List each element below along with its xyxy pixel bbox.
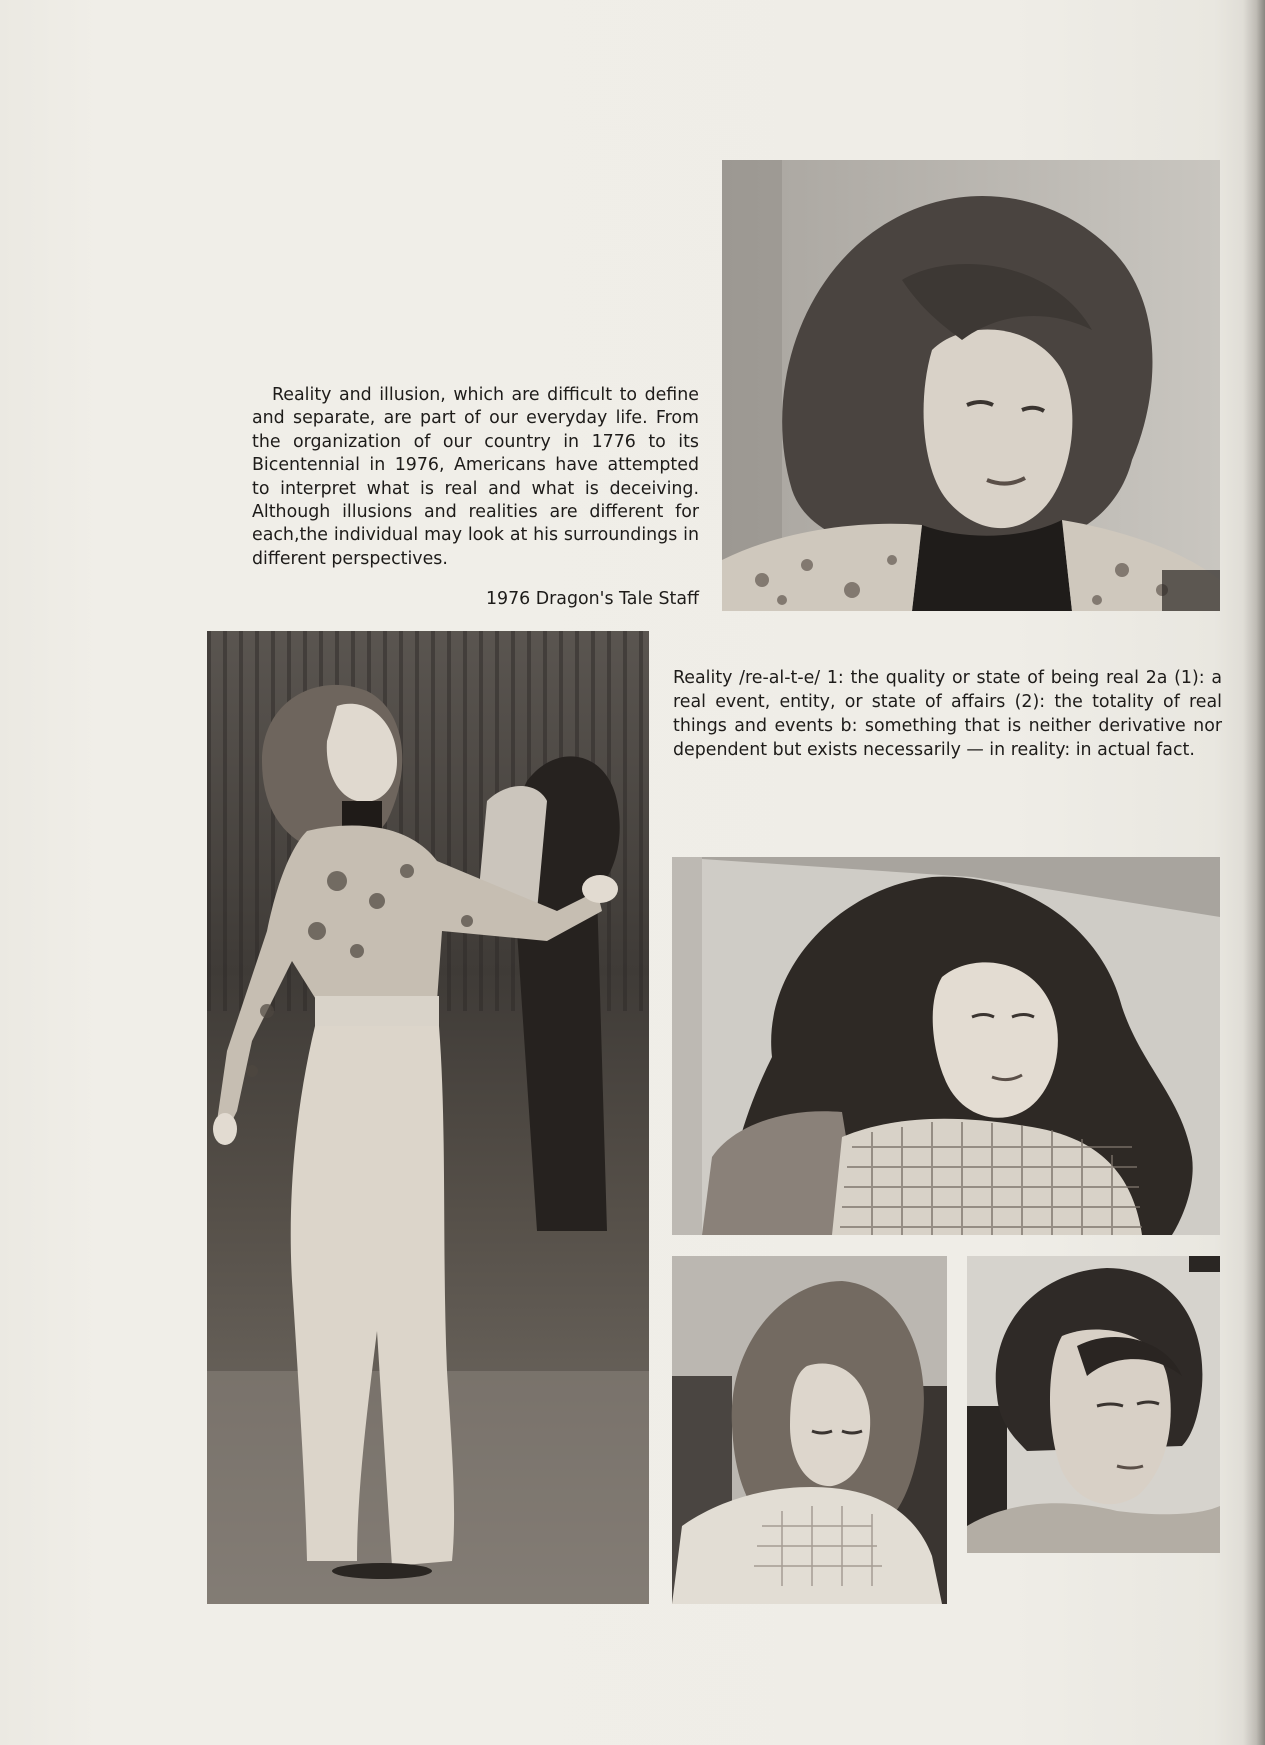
photo-girl-feathered-hair <box>722 160 1220 611</box>
photo-girl-dark-curly-hair <box>672 857 1220 1235</box>
binding-shadow <box>1243 0 1265 1745</box>
intro-paragraph: Reality and illusion, which are difficult to define and separate, are part of our everyday life. From the organization of our country in 1776 to its Bicentennial in 1976, Americans have attempted to interpret what is real and what is deceiving. Although illusions and realities are different for each,the individual may look at his surroundings in different perspectives. <box>252 385 699 569</box>
photo-young-man <box>967 1256 1220 1553</box>
intro-credit: 1976 Dragon's Tale Staff <box>485 589 699 609</box>
photo-girl-dancing <box>207 631 649 1604</box>
photo-girl-looking-down <box>672 1256 947 1604</box>
reality-definition: Reality /re-al-t-e/ 1: the quality or state of being real 2a (1): a real event, entity, or state of affairs (2): the totality of real things and events b: something that is neither derivative nor dependent but exists necessarily — in reality: in actual fact. <box>673 668 1222 760</box>
